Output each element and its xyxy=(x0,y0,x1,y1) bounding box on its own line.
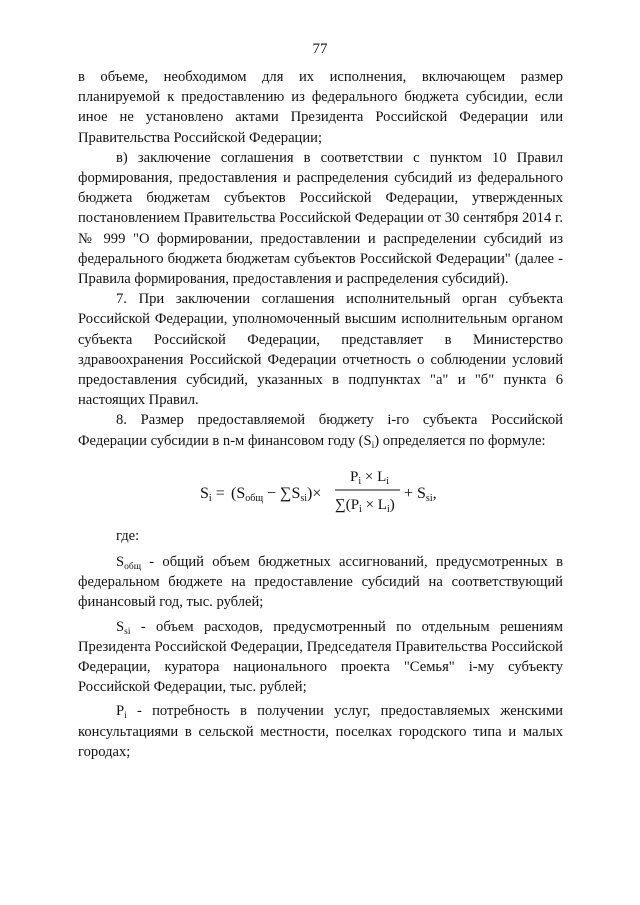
subsidy-formula xyxy=(78,462,563,516)
body-text xyxy=(78,67,563,762)
formula-total: (Sобщ − ∑Ssi)× xyxy=(231,484,322,504)
definition-p-i: $P_i$ - потребность в получении услуг, предоставляемых женскими консультациями в сельской местности, поселках городского типа и малых городах; xyxy=(78,703,563,760)
formula-numerator: $P_i \times L_i$ xyxy=(350,468,390,487)
where-label: где: xyxy=(116,527,140,544)
paragraph-continuation: в объеме, необходимом для их исполнения, включающем размер планируемой к предоставлению из федерального бюджета субсидии, если иное не установлено актами Президента Российской Федерации или Правительства Российской Федерации; xyxy=(78,69,563,146)
symbol-s-i: $S_i$ xyxy=(363,432,375,451)
paragraph-item-v: в) заключение соглашения в соответствии с пунктом 10 Правил формирования, предоставления и распределения субсидий из федерального бюджета бюджетам субъектов Российской Федерации, утвержденных постановлением Правительства Российской Федерации от 30 сентября 2014 г. № 999 "О формировании, предоставлении и распределении субсидий из федерального бюджета бюджетам субъектов Российской Федерации" (далее - Правила формирования, предоставления и распределения субсидий). xyxy=(78,149,563,288)
formula-denominator: $\sum(P_i \times L_i)$ xyxy=(335,496,395,515)
definition-s-obsh: $S_{общ}$ - общий объем бюджетных ассигнований, предусмотренных в федеральном бюджете на предоставление субсидий на соответствующий финансовый год, тыс. рублей; xyxy=(78,554,563,611)
paragraph-7: 7. При заключении соглашения исполнительный орган субъекта Российской Федерации, уполномоченный высшим исполнительным органом субъекта Российской Федерации, представляет в Министерство здравоохранения Российской Федерации отчетность о соблюдении условий предоставления субсидий, указанных в подпунктах "а" и "б" пункта 6 настоящих Правил. xyxy=(78,291,563,409)
page-number: 77 xyxy=(312,41,328,57)
definition-s-si: $S_{si}$ - объем расходов, предусмотренный по отдельным решениям Президента Российской Федерации, Председателя Правительства Российской Федерации, куратора национального проекта "Семья" i-му субъекту Российской Федерации, тыс. рублей; xyxy=(78,618,563,696)
paragraph-8-text-after: ) определяется по формуле: xyxy=(374,432,546,449)
formula-graphic xyxy=(78,462,563,516)
formula-plus-ssi: + Ssi, xyxy=(404,484,437,504)
paragraph-8-text-before: 8. Размер предоставляемой бюджету i-го субъекта Российской Федерации субсидии в n-м финансовом году ( xyxy=(78,412,563,449)
paragraph-8 xyxy=(78,410,563,450)
formula-lhs: Si = xyxy=(200,484,225,504)
